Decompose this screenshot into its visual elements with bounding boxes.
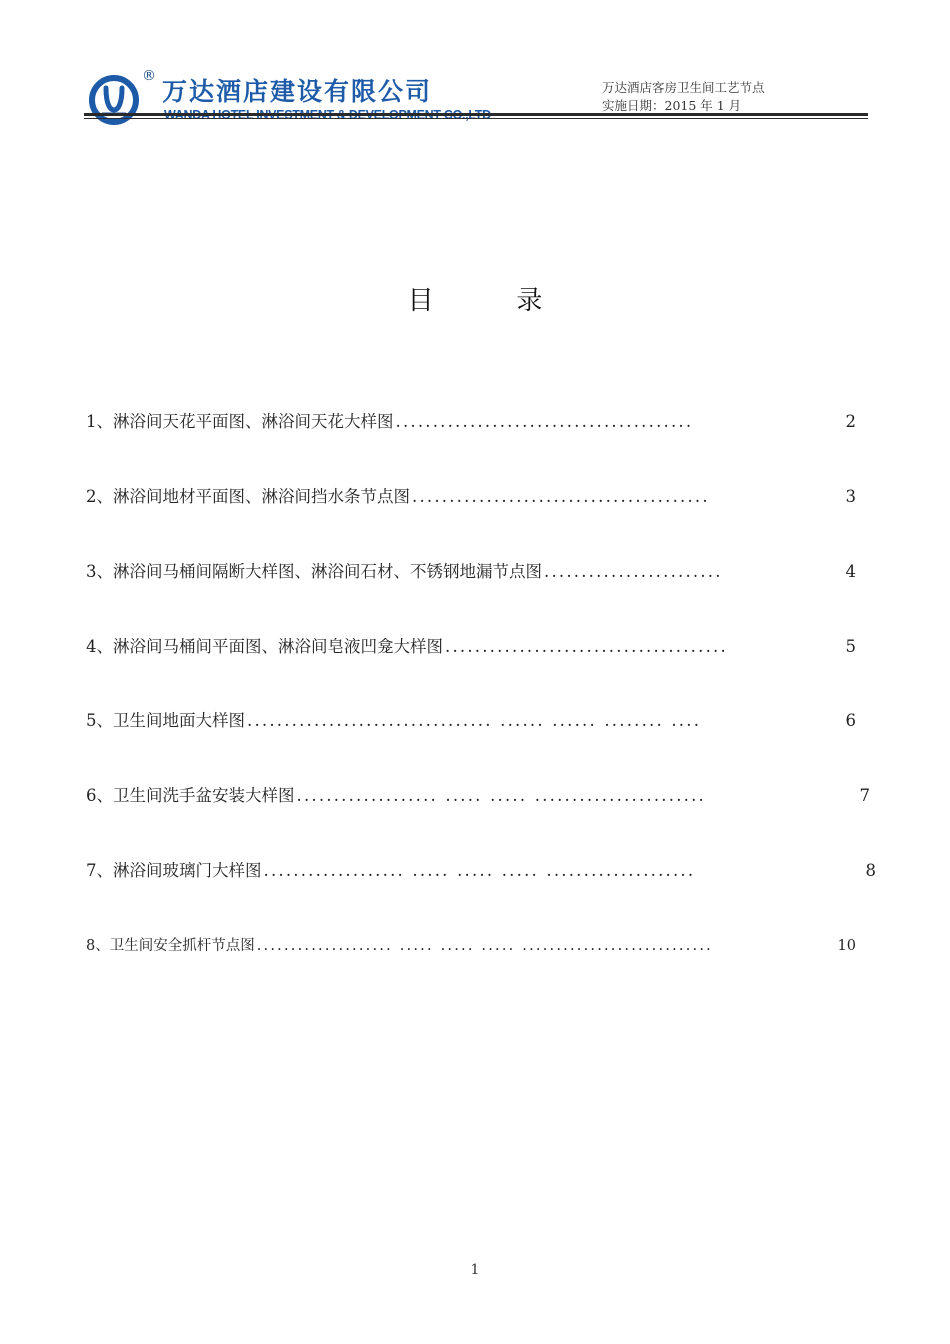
toc-entry-1[interactable]	[86, 408, 856, 432]
toc-entry-leader: ........................................	[412, 487, 710, 506]
toc-entry-2[interactable]	[86, 483, 856, 507]
header-rule-thin	[84, 118, 868, 119]
page-header	[84, 66, 868, 126]
company-name-cn: 万达酒店建设有限公司	[162, 77, 433, 106]
toc-entry-page: 3	[845, 487, 856, 506]
toc-entry-number: 1、	[86, 412, 113, 431]
toc-entry-leader: ................... ..... ..... .......................	[296, 786, 706, 805]
toc-entry-page: 5	[845, 637, 856, 656]
toc-entry-4[interactable]	[86, 633, 856, 657]
toc-title: 目 录	[407, 286, 543, 316]
toc-entry-number: 5、	[86, 711, 113, 730]
toc-entry-page: 10	[837, 938, 856, 954]
toc-entry-page: 4	[845, 562, 856, 581]
toc-entry-leader: ................... ..... ..... ..... ....................	[263, 861, 696, 880]
page-number: 1	[470, 1262, 480, 1278]
toc-entry-number: 6、	[86, 786, 113, 805]
toc-entry-3[interactable]	[86, 558, 856, 582]
header-doc-title: 万达酒店客房卫生间工艺节点	[602, 80, 765, 95]
header-rule-thick	[84, 113, 868, 116]
toc-entry-8[interactable]	[86, 934, 856, 955]
toc-entry-5[interactable]	[86, 707, 856, 731]
header-date-line: 实施日期：2015 年 1 月	[602, 98, 742, 113]
toc-entry-leader: ................................. ...... ...... ........ ....	[247, 711, 702, 730]
toc-entry-number: 8、	[86, 938, 110, 954]
registered-mark: ®	[142, 68, 156, 84]
toc-entry-page: 8	[865, 861, 876, 880]
toc-entry-leader: ......................................	[445, 637, 728, 656]
toc-entry-title: 卫生间洗手盆安装大样图	[113, 786, 295, 805]
toc-entry-title: 淋浴间马桶间隔断大样图、淋浴间石材、不锈钢地漏节点图	[113, 562, 542, 581]
toc-entry-6[interactable]	[86, 782, 870, 806]
toc-entry-title: 淋浴间玻璃门大样图	[113, 861, 262, 880]
toc-entry-number: 4、	[86, 637, 113, 656]
toc-entry-title: 淋浴间马桶间平面图、淋浴间皂液凹龛大样图	[113, 637, 443, 656]
toc-entry-title: 卫生间地面大样图	[113, 711, 245, 730]
toc-entry-7[interactable]	[86, 857, 876, 881]
toc-entry-title: 卫生间安全抓杆节点图	[109, 938, 255, 954]
toc-entry-title: 淋浴间天花平面图、淋浴间天花大样图	[113, 412, 394, 431]
header-doc-info	[602, 79, 765, 115]
toc-entry-page: 7	[859, 786, 870, 805]
toc-entry-number: 7、	[86, 861, 113, 880]
toc-entry-page: 2	[845, 412, 856, 431]
toc-entry-page: 6	[845, 711, 856, 730]
toc-entry-leader: ........................................	[395, 412, 694, 431]
toc-entry-leader: .................... ..... ..... ..... ............................	[256, 938, 713, 954]
toc-entry-number: 2、	[86, 487, 113, 506]
toc-entry-leader: ........................	[544, 562, 723, 581]
toc-entry-number: 3、	[86, 562, 113, 581]
toc-entry-title: 淋浴间地材平面图、淋浴间挡水条节点图	[113, 487, 410, 506]
